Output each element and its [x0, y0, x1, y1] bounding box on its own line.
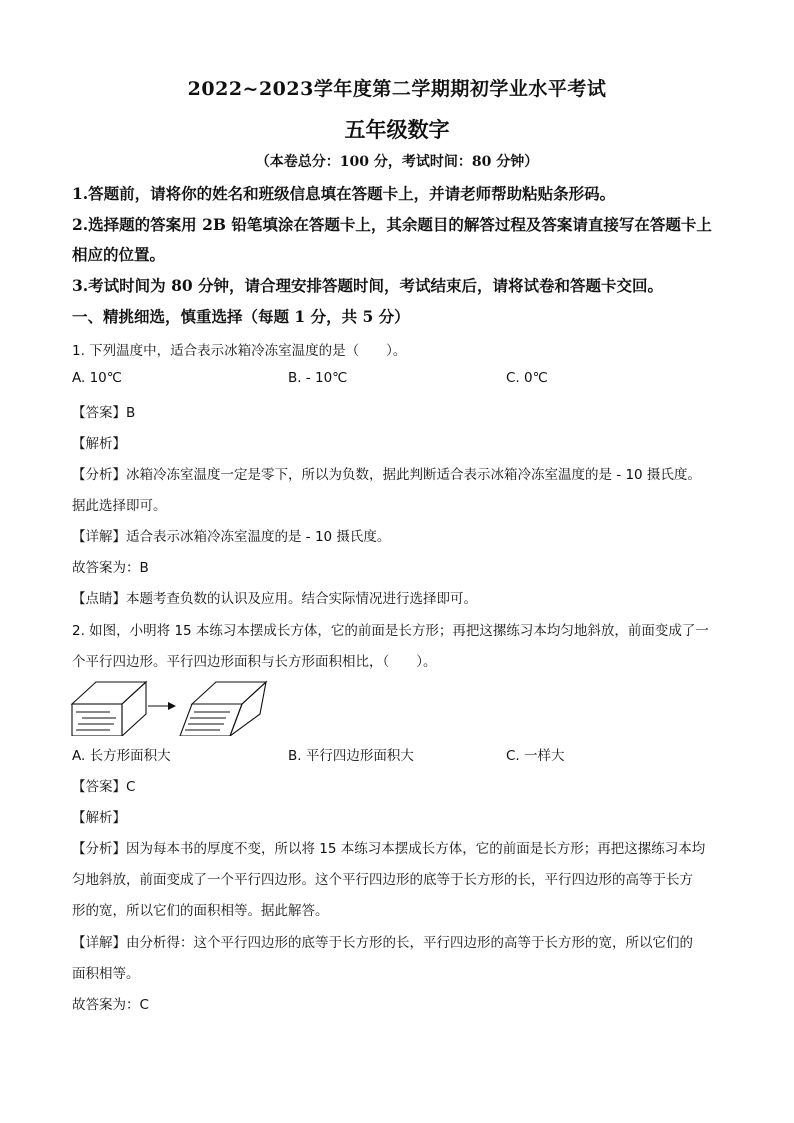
exam-title: 2022~2023学年度第二学期期初学业水平考试: [187, 78, 607, 100]
q2-answer: 【答案】C: [72, 779, 136, 795]
q2-stem-1: 2. 如图，小明将 15 本练习本摆成长方体，它的前面是长方形；再把这摞练习本均匀地斜放，前面变成了一: [72, 623, 709, 639]
q1-analysis-label: 【解析】: [72, 436, 126, 452]
q1-option-b: B. - 10℃: [288, 370, 348, 386]
q2-option-c: C. 一样大: [506, 748, 565, 764]
q1-detail: 【详解】适合表示冰箱冷冻室温度的是 - 10 摄氏度。: [72, 529, 391, 545]
score-info: （本卷总分：100 分，考试时间：80 分钟）: [255, 154, 539, 170]
q2-figure: [70, 676, 280, 736]
instruction-2-cont: 相应的位置。: [72, 245, 166, 264]
q1-answer: 【答案】B: [72, 405, 136, 421]
q2-stem-2: 个平行四边形。平行四边形面积与长方形面积相比，（ ）。: [72, 654, 437, 670]
q1-conclusion: 故答案为：B: [72, 560, 149, 576]
q1-comment: 【点睛】本题考查负数的认识及应用。结合实际情况进行选择即可。: [72, 591, 477, 607]
q2-analysis-2: 匀地斜放，前面变成了一个平行四边形。这个平行四边形的底等于长方形的长，平行四边形的高等于长方: [72, 872, 693, 888]
q2-analysis-3: 形的宽，所以它们的面积相等。据此解答。: [72, 903, 329, 919]
arrow-right-icon: [148, 702, 176, 710]
q1-option-a: A. 10℃: [72, 370, 122, 386]
q1-analysis-2: 据此选择即可。: [72, 498, 167, 514]
q2-detail-2: 面积相等。: [72, 966, 140, 982]
q1-stem: 1. 下列温度中，适合表示冰箱冷冻室温度的是（ ）。: [72, 343, 407, 359]
q2-analysis-label: 【解析】: [72, 810, 126, 826]
q1-option-c: C. 0℃: [506, 370, 548, 386]
exam-subtitle: 五年级数字: [344, 117, 450, 142]
instruction-3: 3.考试时间为 80 分钟，请合理安排答题时间，考试结束后，请将试卷和答题卡交回。: [72, 276, 664, 295]
q2-detail-1: 【详解】由分析得：这个平行四边形的底等于长方形的长，平行四边形的高等于长方形的宽，所以它们的: [72, 935, 693, 951]
cuboid-figure: [72, 682, 146, 736]
q2-option-a: A. 长方形面积大: [72, 748, 171, 764]
q1-analysis-1: 【分析】冰箱冷冻室温度一定是零下，所以为负数，据此判断适合表示冰箱冷冻室温度的是 - 10 摄氏度。: [72, 467, 701, 483]
q2-analysis-1: 【分析】因为每本书的厚度不变，所以将 15 本练习本摆成长方体，它的前面是长方形；再把这摞练习本均: [72, 841, 706, 857]
instruction-2: 2.选择题的答案用 2B 铅笔填涂在答题卡上，其余题目的解答过程及答案请直接写在答题卡上: [72, 215, 712, 234]
q2-option-b: B. 平行四边形面积大: [288, 748, 414, 764]
instruction-1: 1.答题前，请将你的姓名和班级信息填在答题卡上，并请老师帮助粘贴条形码。: [72, 184, 616, 203]
slanted-stack-figure: [180, 682, 266, 736]
q2-conclusion: 故答案为：C: [72, 997, 149, 1013]
section-heading: 一、精挑细选，慎重选择（每题 1 分，共 5 分）: [72, 307, 410, 326]
